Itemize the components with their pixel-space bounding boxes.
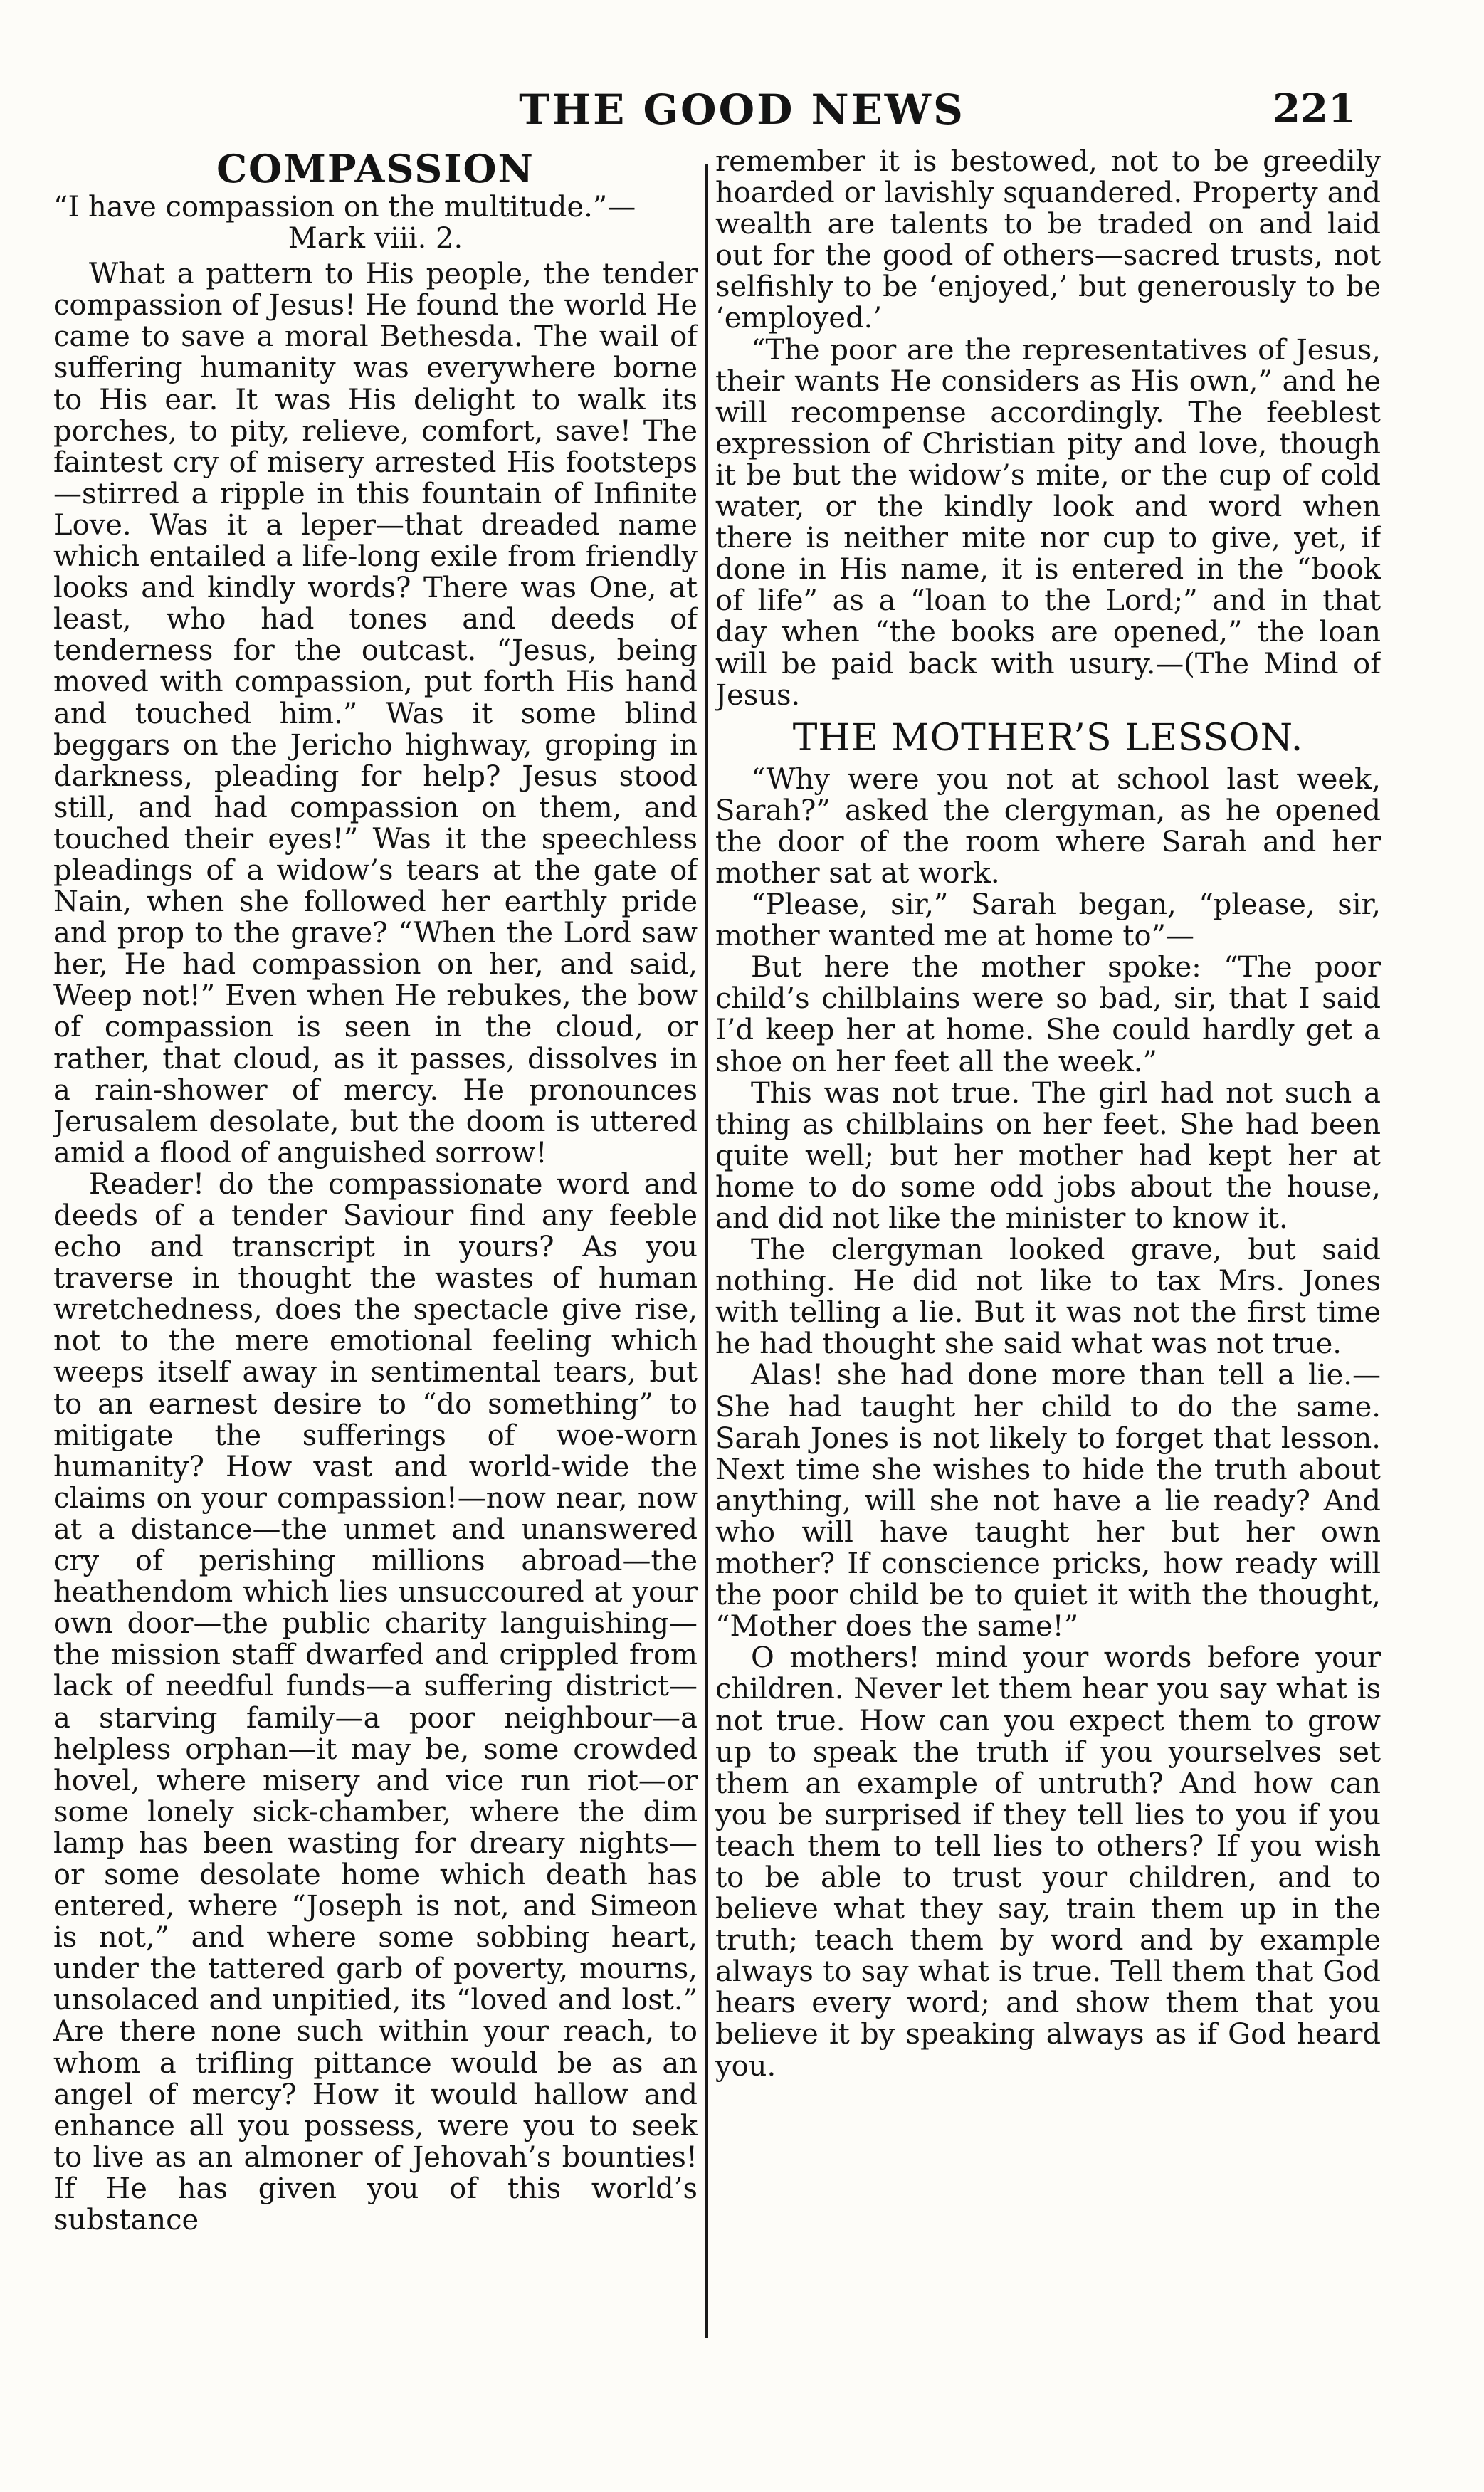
paragraph: Alas! she had done more than tell a lie.—She had taught her child to do the same. Sarah Jones is not likely to forget that lesson. Next time she wishes to hide the truth about anything, will she not have a lie ready? And who will have taught her but her own mother? If conscience pricks, how ready will the poor child be to quiet it with the thought, “Mother does the same!” [715, 1359, 1381, 1644]
paragraph: Reader! do the compassionate word and deeds of a tender Saviour find any feeble echo and transcript in yours? As you traverse in thought the wastes of human wretchedness, does the spectacle give rise, not to the mere emotional feeling which weeps itself away in sentimental tears, but to an earnest desire to “do something” to mitigate the sufferings of woe-worn humanity? How vast and world-wide the claims on your compassion!—now near, now at a distance—the unmet and unanswered cry of perishing millions abroad—the heathendom which lies unsuccoured at your own door—the public charity languishing—the mission staff dwarfed and crippled from lack of needful funds—a suffering district—a starving family—a poor neighbour—a helpless orphan—it may be, some crowded hovel, where misery and vice run riot—or some lonely sick-chamber, where the dim lamp has been wasting for dreary nights—or some desolate home which death has entered, where “Joseph is not, and Simeon is not,” and where some sobbing heart, under the tattered garb of poverty, mourns, unsolaced and unpitied, its “loved and lost.” Are there none such within your reach, to whom a trifling pittance would be as an angel of mercy? How it would hallow and enhance all you possess, were you to seek to live as an almoner of Jehovah’s bounties! If He has given you of this world’s substance [53, 1167, 698, 2236]
article-heading-compassion: COMPASSION [216, 146, 535, 191]
article-heading-mothers-lesson: THE MOTHER’S LESSON. [792, 716, 1304, 759]
epigraph-citation: Mark viii. 2. [288, 222, 463, 256]
paragraph: The clergyman looked grave, but said nothing. He did not like to tax Mrs. Jones with telling a lie. But it was not the first time he had thought she said what was not true. [715, 1234, 1381, 1361]
paragraph: “Please, sir,” Sarah began, “please, sir, mother wanted me at home to”— [715, 888, 1381, 953]
epigraph: “I have compassion on the multitude.”— [53, 191, 636, 224]
paragraph: What a pattern to His people, the tender compassion of Jesus! He found the world He came to save a moral Bethesda. The wail of suffering humanity was everywhere borne to His ear. It was His delight to walk its porches, to pity, relieve, comfort, save! The faintest cry of misery arrested His footsteps—stirred a ripple in this fountain of Infinite Love. Was it a leper—that dreaded name which entailed a life-long exile from friendly looks and kindly words? There was One, at least, who had tones and deeds of tenderness for the outcast. “Jesus, being moved with compassion, put forth His hand and touched him.” Was it some blind beggars on the Jericho highway, groping in darkness, pleading for help? Jesus stood still, and had compassion on them, and touched their eyes!” Was it the speechless pleadings of a widow’s tears at the gate of Nain, when she followed her earthly pride and prop to the grave? “When the Lord saw her, He had compassion on her, and said, Weep not!” Even when He rebukes, the bow of compassion is seen in the cloud, or rather, that cloud, as it passes, dissolves in a rain-shower of mercy. He pronounces Jerusalem desolate, but the doom is uttered amid a flood of anguished sorrow! [53, 258, 698, 1169]
page-number: 221 [1273, 85, 1356, 132]
running-head [0, 85, 1484, 149]
paragraph: “The poor are the representatives of Jesus, their wants He considers as His own,” and he will recompense accordingly. The feeblest expression of Christian pity and love, though it be but the widow’s mite, or the cup of cold water, or the kindly look and word when there is neither mite nor cup to give, yet, if done in His name, it is entered in the “book of life” as a “loan to the Lord;” and in that day when “the books are opened,” the loan will be paid back with usury.—(The Mind of Jesus. [715, 333, 1381, 712]
left-column [53, 146, 698, 2385]
right-column [715, 146, 1381, 2385]
paragraph-continued: remember it is bestowed, not to be greedily hoarded or lavishly squandered. Property and wealth are talents to be traded on and laid out for the good of others—sacred trusts, not selfishly to be ‘enjoyed,’ but generously to be ‘employed.’ [715, 146, 1381, 335]
column-divider [705, 164, 708, 2338]
paragraph: This was not true. The girl had not such a thing as chilblains on her feet. She had been quite well; but her mother had kept her at home to do some odd jobs about the house, and did not like the minister to know it. [715, 1076, 1381, 1235]
paragraph: But here the mother spoke: “The poor child’s chilblains were so bad, sir, that I said I’d keep her at home. She could hardly get a shoe on her feet all the week.” [715, 951, 1381, 1078]
journal-title: THE GOOD NEWS [519, 85, 965, 134]
paragraph: “Why were you not at school last week, Sarah?” asked the clergyman, as he opened the door of the room where Sarah and her mother sat at work. [715, 762, 1381, 890]
paragraph: O mothers! mind your words before your children. Never let them hear you say what is not true. How can you expect them to grow up to speak the truth if you yourselves set them an example of untruth? And how can you be surprised if they tell lies to you if you teach them to tell lies to others? If you wish to be able to trust your children, and to believe what they say, train them up in the truth; teach them by word and by example always to say what is true. Tell them that God hears every word; and show them that you believe it by speaking always as if God heard you. [715, 1641, 1381, 2083]
